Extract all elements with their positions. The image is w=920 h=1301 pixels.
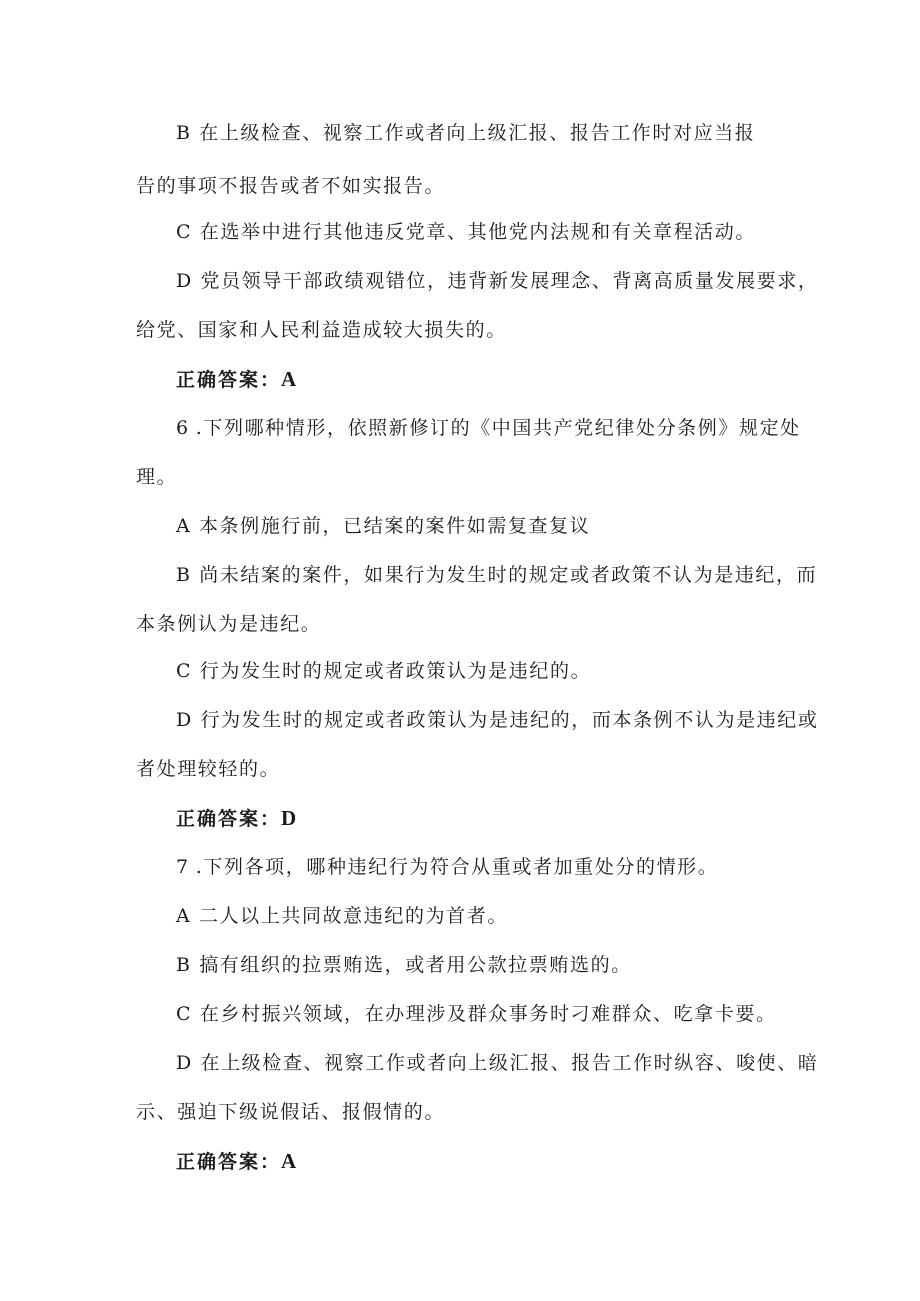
q5-answer [176,366,298,393]
q7-number: 7 [176,856,189,878]
q7-stem [176,854,718,880]
q6-number: 6 [176,417,189,439]
q5-answer-value: A [281,367,298,391]
q7-answer-value: A [281,1149,298,1173]
q6-option-b-line2: 本条例认为是违纪。 [136,613,322,635]
q6-option-a: A 本条例施行前，已结案的案件如需复查复议 [176,515,591,537]
q7-option-d-line2: 示、强迫下级说假话、报假情的。 [136,1101,446,1123]
q6-option-b-line1: B 尚未结案的案件，如果行为发生时的规定或者政策不认为是违纪，而 [176,564,818,586]
q5-answer-label: 正确答案： [176,369,282,391]
q5-option-c: C 在选举中进行其他违反党章、其他党内法规和有关章程活动。 [176,221,756,243]
q5-option-d-line2: 给党、国家和人民利益造成较大损失的。 [136,319,507,341]
q6-stem-text: .下列哪种情形，依照新修订的《中国共产党纪律处分条例》规定处 [188,417,801,439]
q6-option-d-line1: D 行为发生时的规定或者政策认为是违纪的，而本条例不认为是违纪或 [176,709,819,731]
q6-answer-value: D [281,806,298,830]
q5-option-b-line2: 告的事项不报告或者不如实报告。 [136,175,446,197]
q7-option-d-line1: D 在上级检查、视察工作或者向上级汇报、报告工作时纵容、唆使、暗 [176,1052,819,1074]
q7-option-b: B 搞有组织的拉票贿选，或者用公款拉票贿选的。 [176,954,632,976]
q6-answer [176,805,298,832]
q7-answer [176,1148,298,1175]
q7-option-a: A 二人以上共同故意违纪的为首者。 [176,905,508,927]
q7-stem-text: .下列各项，哪种违纪行为符合从重或者加重处分的情形。 [188,856,719,878]
q6-stem-line1 [176,415,801,441]
q6-option-d-line2: 者处理较轻的。 [136,758,281,780]
q7-option-c: C 在乡村振兴领域，在办理涉及群众事务时刁难群众、吃拿卡要。 [176,1003,777,1025]
q6-answer-label: 正确答案： [176,808,282,830]
q7-answer-label: 正确答案： [176,1151,282,1173]
q6-option-c: C 行为发生时的规定或者政策认为是违纪的。 [176,660,592,682]
q5-option-d-line1: D 党员领导干部政绩观错位，违背新发展理念、背离高质量发展要求， [176,270,819,292]
q5-option-b-line1: B 在上级检查、视察工作或者向上级汇报、报告工作时对应当报 [176,122,756,144]
q6-stem-line2: 理。 [136,466,178,488]
